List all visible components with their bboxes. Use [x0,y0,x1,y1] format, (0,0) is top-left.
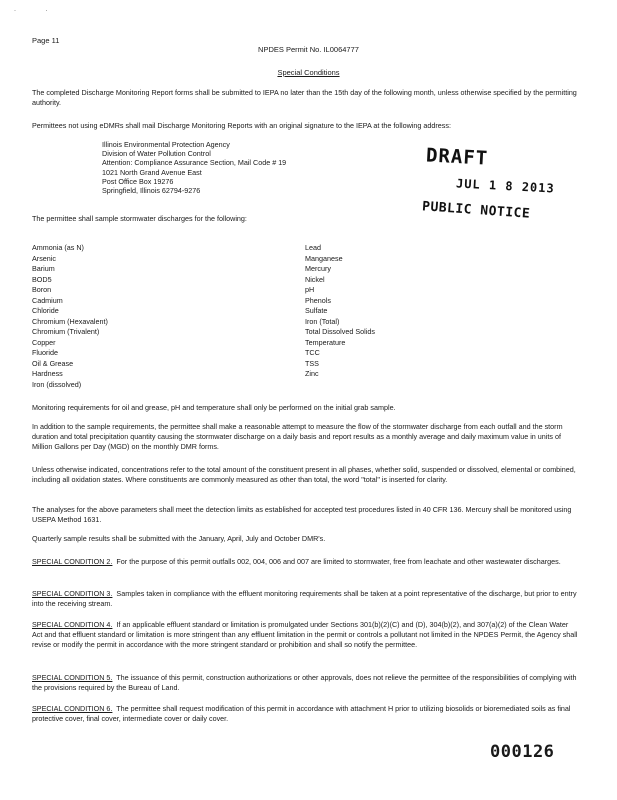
parameter-item: BOD5 [32,274,52,284]
parameter-item: Phenols [305,295,331,305]
permit-number: NPDES Permit No. IL0064777 [258,45,359,54]
parameter-item: Hardness [32,369,63,378]
paragraph-submission: The completed Discharge Monitoring Report forms shall be submitted to IEPA no later than the 15th day of the following month, unless otherwise specified by the permitting authority. [32,88,577,107]
parameter-item: Chromium (Trivalent) [32,327,100,336]
parameter-item: Iron (dissolved) [32,379,82,389]
address-line: Post Office Box 19276 [102,176,174,186]
special-condition-3 [32,589,580,609]
special-condition-4 [32,620,580,649]
page-title: Special Conditions [277,68,340,77]
parameter-item: Zinc [305,369,319,378]
parameter-item: Cadmium [32,295,63,305]
parameter-item: Arsenic [32,253,56,263]
parameter-item: Lead [305,243,321,252]
parameter-item: Iron (Total) [305,316,340,326]
special-condition-label: SPECIAL CONDITION 4. [32,620,113,629]
address-line: Division of Water Pollution Control [102,149,211,159]
parameter-item: Mercury [305,264,331,273]
special-condition-2 [32,557,580,567]
parameter-item: Nickel [305,274,325,284]
address-line: 1021 North Grand Avenue East [102,167,202,177]
special-condition-text: Samples taken in compliance with the effluent monitoring requirements shall be taken at a point representative of the discharge, but prior to entry into the receiving stream. [32,589,577,608]
address-line: Springfield, Illinois 62794-9276 [102,186,201,196]
special-condition-label: SPECIAL CONDITION 2. [32,557,113,566]
paragraph-mailing: Permittees not using eDMRs shall mail Discharge Monitoring Reports with an original signature to the IEPA at the following address: [32,121,451,130]
parameter-item: Oil & Grease [32,358,74,368]
address-line: Illinois Environmental Protection Agency [102,140,230,149]
paragraph-concentrations: Unless otherwise indicated, concentrations refer to the total amount of the constituent present in all phases, whether solid, suspended or dissolved, elemental or combined, including all oxidation states. Where constituents are commonly measured as other than total, the word "total" is inserted for clarity. [32,465,576,484]
parameter-item: Temperature [305,337,346,347]
scan-specks: · · [14,8,62,14]
paragraph-grab-sample: Monitoring requirements for oil and grease, pH and temperature shall only be performed on the initial grab sample. [32,403,396,412]
parameter-item: TCC [305,348,320,357]
public-notice-stamp: PUBLIC NOTICE [421,199,531,222]
paragraph-flow-measurement: In addition to the sample requirements, the permittee shall make a reasonable attempt to measure the flow of the stormwater discharge from each outfall and the storm duration and total precipitation quantity causing the stormwater discharge on a daily basis and report results as a monthly average and daily maximum value in units of Million Gallons per Day (MGD) on the monthly DMR forms. [32,422,563,451]
parameter-list-right [305,243,375,380]
bates-number: 000126 [490,742,555,762]
special-condition-6 [32,704,580,724]
parameter-item: Boron [32,285,52,294]
paragraph-detection-limits: The analyses for the above parameters shall meet the detection limits as established for accepted test procedures listed in 40 CFR 136. Mercury shall be monitored using USEPA Method 1631. [32,505,572,524]
parameter-item: Chloride [32,306,59,315]
parameter-item: Manganese [305,253,343,263]
parameter-item: Sulfate [305,306,328,315]
mailing-address [102,140,286,195]
special-condition-label: SPECIAL CONDITION 6. [32,704,113,713]
parameter-item: pH [305,285,315,294]
page-number: Page 11 [32,36,60,45]
draft-stamp: DRAFT [425,144,489,170]
paragraph-quarterly: Quarterly sample results shall be submitted with the January, April, July and October DMR's. [32,534,326,543]
special-condition-text: The issuance of this permit, construction authorizations or other approvals, does not relieve the permittee of the responsibilities of complying with the provisions required by the Bureau of Land. [32,673,577,692]
special-condition-text: The permittee shall request modification of this permit in accordance with attachment H prior to utilizing biosolids or bioremediated soils as final protective cover, final cover, intermediate cover or daily cover. [32,704,571,723]
parameter-item: Fluoride [32,348,58,357]
parameter-item: Chromium (Hexavalent) [32,316,108,326]
special-condition-text: For the purpose of this permit outfalls 002, 004, 006 and 007 are limited to stormwater, free from leachate and other wastewater discharges. [116,557,561,566]
special-condition-5 [32,673,580,693]
parameter-item: Total Dissolved Solids [305,327,375,336]
parameter-item: Ammonia (as N) [32,243,84,252]
special-condition-label: SPECIAL CONDITION 3. [32,589,113,598]
date-stamp: JUL 1 8 2013 [455,176,556,196]
parameter-item: TSS [305,358,319,368]
special-condition-label: SPECIAL CONDITION 5. [32,673,113,682]
parameter-item: Copper [32,337,56,347]
parameter-item: Barium [32,264,55,273]
address-line: Attention: Compliance Assurance Section, Mail Code # 19 [102,158,287,168]
special-condition-text: If an applicable effluent standard or limitation is promulgated under Sections 301(b)(2)(C) and (D), 304(b)(2), and 307(a)(2) of the Clean Water Act and that effluent standard or limitation is more stringent than any effluent limitation in the permit or controls a pollutant not limited in the NPDES Permit, the Agency shall revise or modify the permit in accordance with the more stringent standard or prohibition and shall so notify the permittee. [32,620,578,649]
parameter-list-left [32,243,108,390]
paragraph-sample-intro: The permittee shall sample stormwater discharges for the following: [32,214,247,223]
